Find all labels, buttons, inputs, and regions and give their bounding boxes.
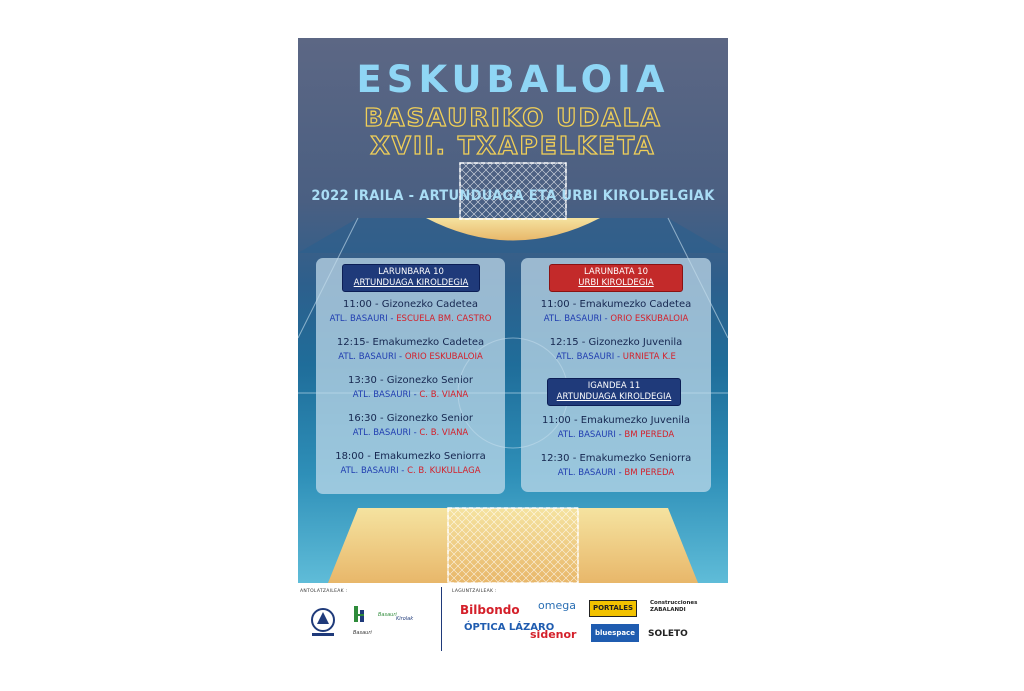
bluespace-logo: bluespace <box>591 624 639 642</box>
match-title: 13:30 - Gizonezko Senior <box>348 375 473 386</box>
match-teams: ATL. BASAURI - URNIETA K.E <box>556 352 676 362</box>
svg-text:Basauri: Basauri <box>378 612 397 618</box>
organizers-label: ANTOLATZAILEAK : <box>300 589 348 594</box>
match-teams: ATL. BASAURI - BM PEREDA <box>557 430 675 440</box>
club-crest-logo <box>312 609 334 636</box>
match-teams: ATL. BASAURI - ORIO ESKUBALOIA <box>543 314 689 324</box>
match-title: 12:15- Emakumezko Cadetea <box>336 337 485 348</box>
match-item <box>521 298 711 326</box>
venue-day: IGANDEA 11 <box>587 381 641 391</box>
match-item <box>316 374 505 402</box>
match-title: 11:00 - Emakumezko Juvenila <box>541 415 691 426</box>
bilbondo-logo: Bilbondo <box>460 603 520 617</box>
match-title: 11:00 - Emakumezko Cadetea <box>540 299 692 310</box>
match-item <box>521 336 711 364</box>
basauri-kirolak-logo <box>378 612 414 622</box>
venue-badge-artunduaga-sunday <box>547 378 681 406</box>
organizer-logos <box>306 600 441 648</box>
schedule-panel-left <box>316 258 505 494</box>
sponsors-label: LAGUNTZAILEAK : <box>452 589 497 594</box>
omega-logo: omega <box>538 599 576 612</box>
match-title: 12:15 - Gizonezko Juvenila <box>549 337 683 348</box>
optica-lazaro-logo: ÓPTICA LÁZARO <box>464 622 555 633</box>
match-item <box>521 414 711 442</box>
match-item <box>316 412 505 440</box>
organizer-line: BASAURIKO UDALA <box>364 103 662 132</box>
event-poster <box>298 38 728 583</box>
venue-place: ARTUNDUAGA KIROLDEGIA <box>353 278 469 288</box>
svg-text:Kirolak: Kirolak <box>396 616 414 622</box>
poster-title: ESKUBALOIA <box>356 58 670 101</box>
match-teams: ATL. BASAURI - ESCUELA BM. CASTRO <box>329 314 492 324</box>
match-title: 11:00 - Gizonezko Cadetea <box>343 299 478 310</box>
venue-place: ARTUNDUAGA KIROLDEGIA <box>556 392 672 402</box>
svg-text:Basauri: Basauri <box>353 630 372 636</box>
sponsor-divider <box>441 587 442 651</box>
portales-logo: PORTALES <box>589 600 637 617</box>
venue-badge-urbi-saturday <box>549 264 683 292</box>
venue-day: LARUNBARA 10 <box>378 267 444 277</box>
match-teams: ATL. BASAURI - C. B. VIANA <box>352 390 469 400</box>
edition-line: XVII. TXAPELKETA <box>370 131 656 160</box>
soleto-logo: SOLETO <box>648 629 688 639</box>
sidenor-logo: sidenor <box>530 628 577 641</box>
basauri-council-logo <box>353 606 372 636</box>
match-title: 12:30 - Emakumezko Seniorra <box>540 453 692 464</box>
match-item <box>316 336 505 364</box>
match-teams: ATL. BASAURI - ORIO ESKUBALOIA <box>338 352 483 362</box>
zabalandi-logo: Construcciones ZABALANDI <box>650 600 698 613</box>
match-teams: ATL. BASAURI - C. B. KUKULLAGA <box>340 466 481 476</box>
schedule-panel-right <box>521 258 711 492</box>
venue-badge-artunduaga-saturday <box>342 264 480 292</box>
match-title: 16:30 - Gizonezko Senior <box>348 413 473 424</box>
match-item <box>316 298 505 326</box>
date-venues-line: 2022 IRAILA - ARTUNDUAGA ETA URBI KIROLDELGIAK <box>311 188 715 204</box>
match-title: 18:00 - Emakumezko Seniorra <box>335 451 486 462</box>
venue-place: URBI KIROLDEGIA <box>578 278 654 288</box>
venue-day: LARUNBATA 10 <box>583 267 649 277</box>
match-teams: ATL. BASAURI - C. B. VIANA <box>352 428 469 438</box>
match-teams: ATL. BASAURI - BM PEREDA <box>557 468 675 478</box>
match-item <box>316 450 505 478</box>
match-item <box>521 452 711 480</box>
